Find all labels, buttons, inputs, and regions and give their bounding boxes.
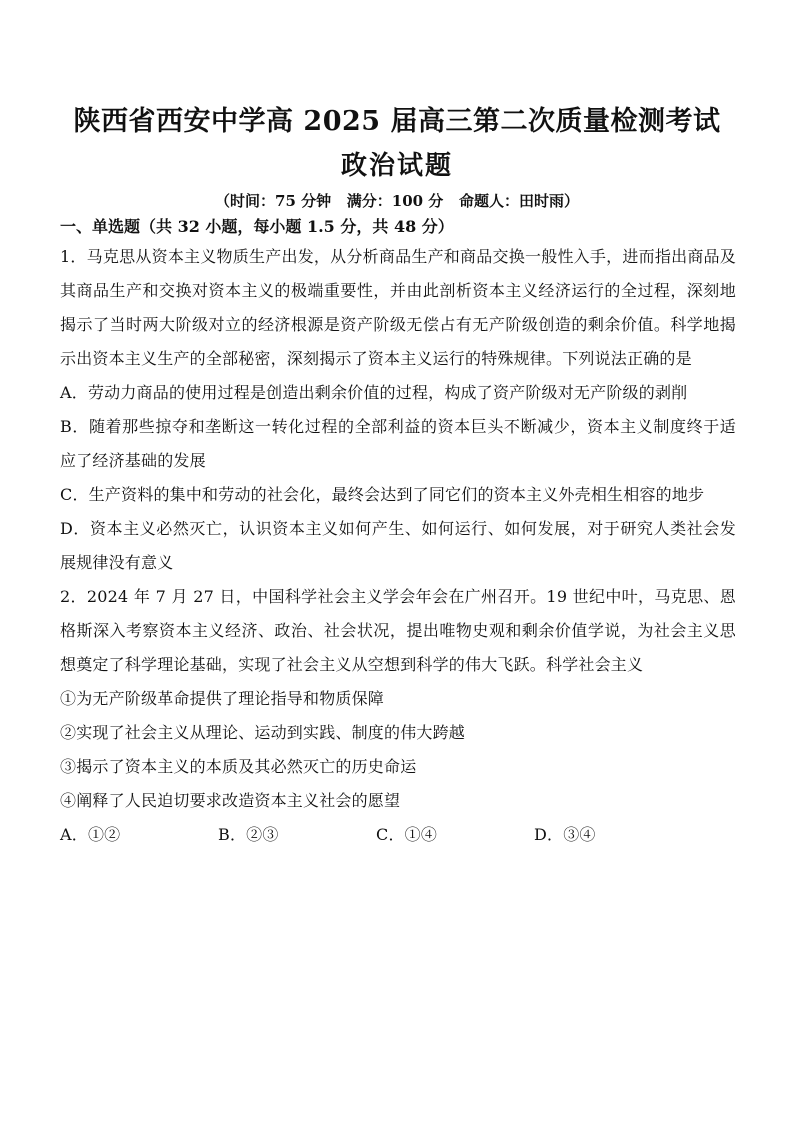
option-a: A．劳动力商品的使用过程是创造出剩余价值的过程，构成了资产阶级对无产阶级的剥削 xyxy=(60,383,688,402)
choice-c: C．①④ xyxy=(376,825,438,844)
exam-title: 陕西省西安中学高 2025 届高三第二次质量检测考试 xyxy=(73,106,721,137)
statement-1: ①为无产阶级革命提供了理论指导和物质保障 xyxy=(60,689,385,708)
answer-choices xyxy=(60,818,736,852)
section-heading: 一、单选题（共 32 小题，每小题 1.5 分，共 48 分） xyxy=(60,217,454,236)
choice-d: D．③④ xyxy=(534,825,596,844)
exam-subtitle: 政治试题 xyxy=(340,151,453,181)
statement-4: ④阐释了人民迫切要求改造资本主义社会的愿望 xyxy=(60,791,401,810)
question-1 xyxy=(60,240,736,580)
option-d: D．资本主义必然灭亡，认识资本主义如何产生、如何运行、如何发展，对于研究人类社会发展规律没有意义 xyxy=(60,519,736,572)
question-2 xyxy=(60,580,736,852)
statement-2: ②实现了社会主义从理论、运动到实践、制度的伟大跨越 xyxy=(60,723,466,742)
question-list xyxy=(60,240,736,852)
question-stem: 1．马克思从资本主义物质生产出发，从分析商品生产和商品交换一般性入手，进而指出商品及其商品生产和交换对资本主义的极端重要性，并由此剖析资本主义经济运行的全过程，深刻地揭示了当时两大阶级对立的经济根源是资产阶级无偿占有无产阶级创造的剩余价值。科学地揭示出资本主义生产的全部秘密，深刻揭示了资本主义运行的特殊规律。下列说法正确的是 xyxy=(60,247,736,368)
question-stem: 2．2024 年 7 月 27 日，中国科学社会主义学会年会在广州召开。19 世纪中叶，马克思、恩格斯深入考察资本主义经济、政治、社会状况，提出唯物史观和剩余价值学说，为社会主义思想奠定了科学理论基础，实现了社会主义从空想到科学的伟大飞跃。科学社会主义 xyxy=(60,587,736,674)
option-b: B．随着那些掠夺和垄断这一转化过程的全部利益的资本巨头不断减少，资本主义制度终于适应了经济基础的发展 xyxy=(60,417,736,470)
exam-meta: （时间：75 分钟 满分：100 分 命题人：田时雨） xyxy=(215,192,579,210)
statement-3: ③揭示了资本主义的本质及其必然灭亡的历史命运 xyxy=(60,757,417,776)
choice-b: B．②③ xyxy=(218,825,279,844)
option-c: C．生产资料的集中和劳动的社会化，最终会达到了同它们的资本主义外壳相生相容的地步 xyxy=(60,485,705,504)
choice-a: A．①② xyxy=(60,825,121,844)
